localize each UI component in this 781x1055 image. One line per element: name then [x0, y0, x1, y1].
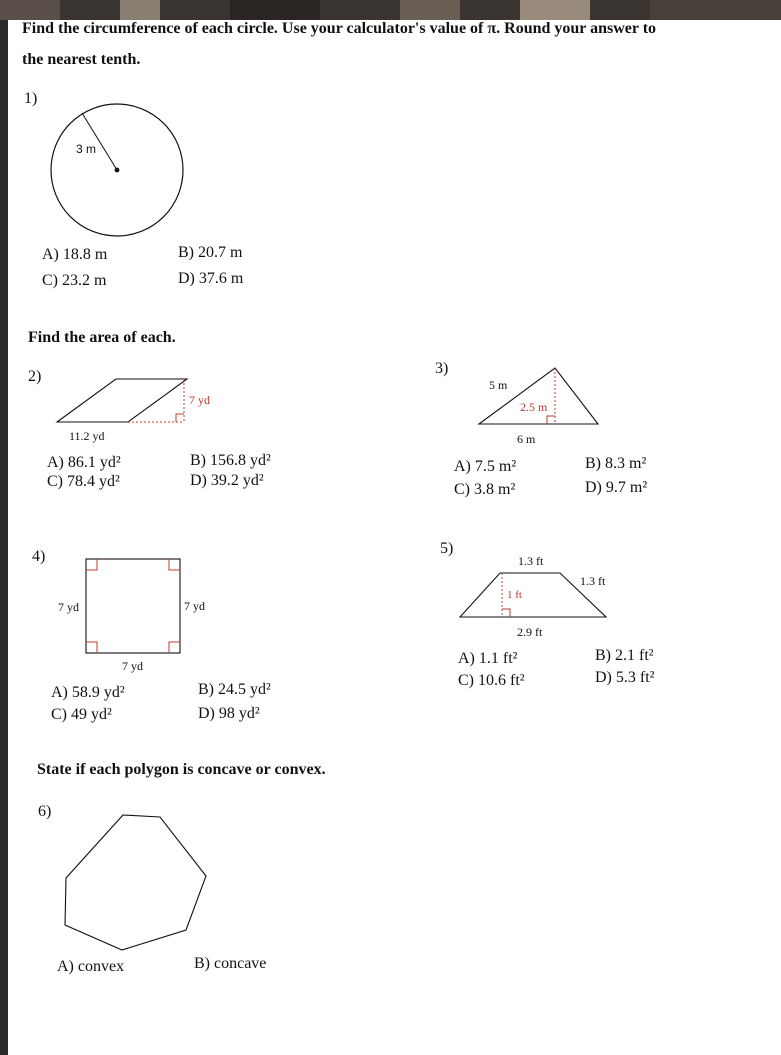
problem-4-choice-b[interactable]: B) 24.5 yd²	[198, 681, 271, 698]
problem-5-choice-d[interactable]: D) 5.3 ft²	[595, 669, 655, 686]
problem-1-choice-c[interactable]: C) 23.2 m	[42, 272, 107, 289]
circumference-instruction-line2: the nearest tenth.	[22, 51, 141, 68]
problem-3-choice-b[interactable]: B) 8.3 m²	[585, 455, 647, 472]
problem-4-choice-a[interactable]: A) 58.9 yd²	[51, 684, 125, 701]
circumference-instruction-line1: Find the circumference of each circle. Use your calculator's value of π. Round your answer to	[22, 20, 657, 37]
problem-6-choice-a[interactable]: A) convex	[57, 958, 125, 975]
problem-1-choice-d[interactable]: D) 37.6 m	[178, 270, 244, 287]
problem-1-number: 1)	[24, 90, 38, 107]
problem-3-choice-c[interactable]: C) 3.8 m²	[454, 481, 516, 498]
problem-5-height-label: 1 ft	[507, 589, 522, 601]
problem-4-number: 4)	[32, 548, 46, 565]
problem-2-number: 2)	[28, 368, 42, 385]
problem-1-choice-b[interactable]: B) 20.7 m	[178, 244, 243, 261]
problem-3-base-label: 6 m	[517, 432, 536, 446]
problem-3-height-label: 2.5 m	[520, 400, 548, 414]
problem-6-number: 6)	[38, 803, 52, 820]
problem-5-choice-b[interactable]: B) 2.1 ft²	[595, 647, 654, 664]
problem-5-top-label: 1.3 ft	[518, 554, 544, 568]
problem-2-choice-b[interactable]: B) 156.8 yd²	[190, 452, 271, 469]
problem-3-choice-d[interactable]: D) 9.7 m²	[585, 479, 648, 496]
problem-5-bottom-label: 2.9 ft	[517, 625, 543, 639]
problem-5-choice-c[interactable]: C) 10.6 ft²	[458, 672, 525, 689]
problem-2-base-label: 11.2 yd	[69, 429, 105, 443]
problem-4-choice-d[interactable]: D) 98 yd²	[198, 705, 260, 722]
area-instruction: Find the area of each.	[28, 329, 176, 346]
polygon-instruction: State if each polygon is concave or convex.	[37, 761, 326, 778]
problem-4-choice-c[interactable]: C) 49 yd²	[51, 706, 112, 723]
problem-1-choice-a[interactable]: A) 18.8 m	[42, 246, 108, 263]
problem-2-choice-c[interactable]: C) 78.4 yd²	[47, 473, 120, 490]
problem-1-radius-label: 3 m	[76, 142, 97, 156]
problem-5-number: 5)	[440, 540, 454, 557]
problem-4-left-side-label: 7 yd	[58, 600, 79, 614]
problem-5-choice-a[interactable]: A) 1.1 ft²	[458, 650, 518, 667]
problem-2-height-label: 7 yd	[189, 393, 210, 407]
problem-4-bottom-side-label: 7 yd	[122, 659, 143, 673]
problem-4-right-side-label: 7 yd	[184, 599, 205, 613]
problem-3-side-label: 5 m	[489, 378, 508, 392]
problem-2-choice-d[interactable]: D) 39.2 yd²	[190, 472, 264, 489]
problem-2-choice-a[interactable]: A) 86.1 yd²	[47, 454, 121, 471]
problem-6-choice-b[interactable]: B) concave	[194, 955, 267, 972]
problem-3-number: 3)	[435, 360, 449, 377]
problem-3-choice-a[interactable]: A) 7.5 m²	[454, 458, 517, 475]
problem-5-side-label: 1.3 ft	[580, 574, 606, 588]
